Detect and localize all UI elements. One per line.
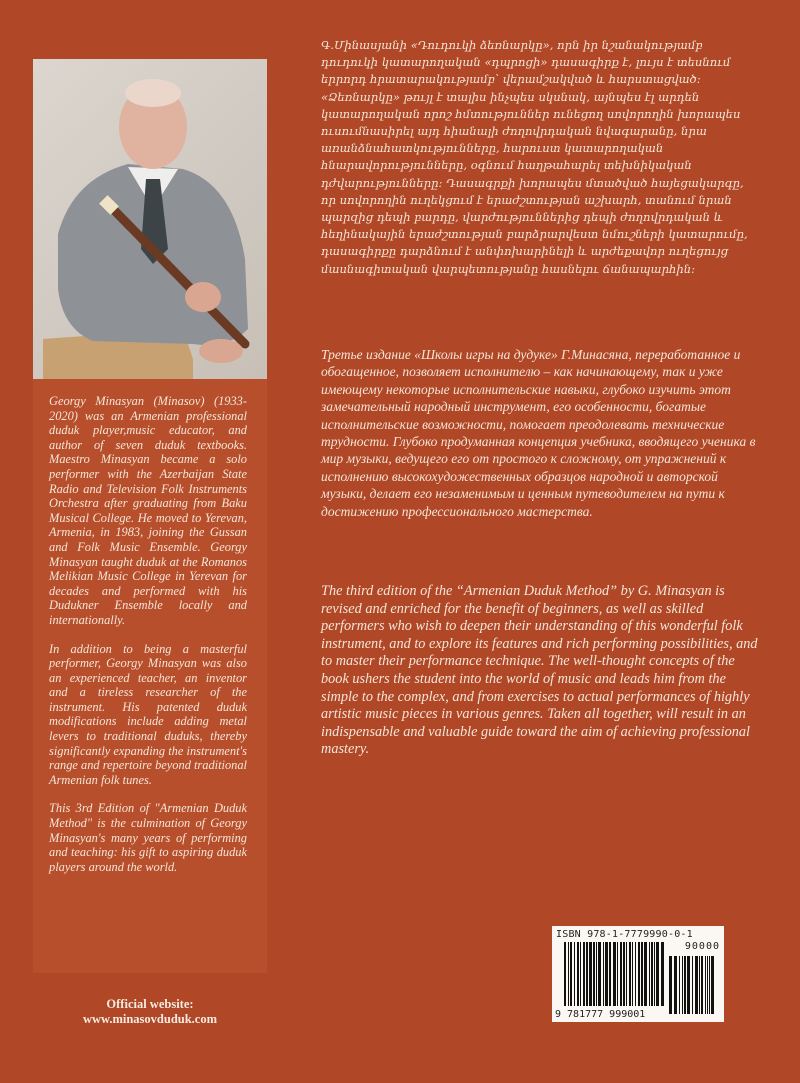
description-russian <box>321 346 761 520</box>
barcode-ean-number: 9 781777 999001 <box>555 1009 646 1020</box>
bio-paragraph: This 3rd Edition of "Armenian Duduk Method" is the culmination of Georgy Minasyan's many years of performing and teaching: his gift to aspiring duduk players around the world. <box>49 801 247 874</box>
barcode-bars-icon <box>564 942 668 1012</box>
barcode-bar <box>638 942 640 1006</box>
bio-paragraph: In addition to being a masterful performer, Georgy Minasyan was also an experienced teacher, an inventor and a tireless researcher of the instrument. His patented duduk modifications include adding metal levers to traditional duduks, thereby significantly expanding the instrument's range and repertoire beyond traditional Armenian folk tunes. <box>49 641 247 787</box>
hand-shape <box>185 282 221 312</box>
barcode-bar <box>674 956 677 1014</box>
english-text: The third edition of the “Armenian Duduk Method” by G. Minasyan is revised and enriched for the benefit of beginners, as well as skilled performers who wish to deepen their understanding of this wonderful folk instrument, and to explore its features and rich performing possibilities, and to master their performance technique. The well-thought concepts of the book ushers the student into the world of music and leads him from the simple to the complex, and from exercises to actual performances of highly artistic music pieces in various genres. Taken all together, will result in an indispensable and valuable guide toward the aim of achieving professional mastery. <box>321 583 758 758</box>
barcode-bar <box>598 942 601 1006</box>
barcode-bar <box>593 942 595 1006</box>
barcode-bar <box>613 942 616 1006</box>
website-block <box>33 997 267 1027</box>
barcode-bar <box>632 942 633 1006</box>
barcode-bar <box>699 956 700 1014</box>
barcode-bar <box>705 956 706 1014</box>
barcode-bar <box>603 942 604 1006</box>
barcode-bar <box>577 942 579 1006</box>
portrait-photo-icon <box>33 59 267 379</box>
barcode-bar <box>641 942 643 1006</box>
addon-bars-icon <box>669 956 719 1016</box>
barcode-bar <box>692 956 693 1014</box>
barcode-bar <box>649 942 650 1006</box>
barcode-bar <box>651 942 653 1006</box>
bio-paragraph: Georgy Minasyan (Minasov) (1933-2020) was an Armenian professional duduk player,music educator, and author of seven duduk textbooks. Maestro Minasyan became a solo performer with the Azerbaijan State Radio and Television Folk Instruments Orchestra after graduating from Baku Musical College. He moved to Yerevan, Armenia, in 1983, joining the Gussan and Folk Music Ensemble. Georgy Minasyan taught duduk at the Romanos Melikian Music College in Yerevan for decades and performed with his Dudukner Ensemble locally and internationally. <box>49 394 247 627</box>
barcode-bar <box>583 942 585 1006</box>
barcode-bar <box>586 942 588 1006</box>
barcode-bar <box>679 956 680 1014</box>
isbn-barcode <box>552 926 724 1022</box>
barcode-bar <box>656 942 659 1006</box>
barcode-bar <box>605 942 608 1006</box>
barcode-bar <box>629 942 631 1006</box>
website-label: Official website: <box>106 997 194 1011</box>
barcode-bar <box>568 942 569 1006</box>
barcode-bar <box>661 942 664 1006</box>
hand-shape <box>199 339 243 363</box>
barcode-bar <box>620 942 622 1006</box>
barcode-bar <box>635 942 636 1006</box>
description-english <box>321 583 761 759</box>
barcode-bar <box>626 942 627 1006</box>
barcode-bar <box>695 956 698 1014</box>
barcode-bar <box>570 942 572 1006</box>
barcode-bar <box>623 942 625 1006</box>
barcode-bar <box>617 942 618 1006</box>
barcode-bar <box>669 956 672 1014</box>
armenian-text: Գ.Մինասյանի «Դուդուկի ձեռնարկը», որն իր նշանակությամբ դուդուկի կատարողական «դպրոցի» դասագիրք է, լույս է տեսնում երրորդ հրատարակությամբ՝ վերամշակված և հարստացված: «Ձեռնարկը» թույլ է տալիս ինչպես սկսնակ, այնպես էլ արդեն կատարողական որոշ հմտություններ ունեցող սովորողին խորապես ուսումնասիրել այդ հիանալի ժողովրդական նվագարանը, նրա առանձնահատկությունները, հարուստ կատարողական հնարավորությունները, օգնում հաղթահարել տեխնիկական դժվարությունները: Դասագրքի խորապես մտածված հայեցակարգը, որ սովորողին ուղեկցում է երաժշտության աշխարհ, տանում նրան պարզից դեպի բարդը, վարժություններից դեպի ժողովրդական և հեղինակային երաժշտության բարձրարվեստ նմուշների կատարումը, դասագիրքը դարձնում է անփոխարինելի և արժեքավոր ուղեցույց մասնագիտական վարպետությանը հասնելու ճանապարհին: <box>321 38 748 276</box>
barcode-addon-number: 90000 <box>684 941 720 952</box>
isbn-label: ISBN 978-1-7779990-0-1 <box>556 929 693 940</box>
barcode-bar <box>654 942 655 1006</box>
barcode-bar <box>687 956 690 1014</box>
barcode-bar <box>574 942 575 1006</box>
barcode-bar <box>644 942 647 1006</box>
barcode-bar <box>609 942 611 1006</box>
barcode-bar <box>684 956 686 1014</box>
hair-shape <box>125 79 181 107</box>
barcode-bar <box>709 956 710 1014</box>
barcode-bar <box>707 956 708 1014</box>
russian-text: Третье издание «Школы игры на дудуке» Г.Минасяна, переработанное и обогащенное, позволяет исполнителю – как начинающему, так и уже имеющему некоторые исполнительские навыки, глубоко изучить этот замечательный народный инструмент, его особенности, богатые исполнительские возможности, помогает преодолевать технические трудности. Глубоко продуманная концепция учебника, вводящего ученика в мир музыки, ведущего его от простого к сложному, от упражнений к исполнению высокохудожественных образцов народной и авторской музыки, делает его незаменимым и ценным путеводителем на пути к достижению профессионального мастерства. <box>321 347 756 519</box>
barcode-bar <box>580 942 581 1006</box>
author-photo <box>33 59 267 379</box>
barcode-bar <box>701 956 703 1014</box>
author-bio <box>49 394 247 888</box>
barcode-bar <box>682 956 683 1014</box>
barcode-bar <box>596 942 597 1006</box>
barcode-bar <box>564 942 566 1006</box>
website-link[interactable]: www.minasovduduk.com <box>82 1012 218 1026</box>
barcode-bar <box>711 956 714 1014</box>
description-armenian <box>321 37 761 278</box>
barcode-bar <box>589 942 592 1006</box>
